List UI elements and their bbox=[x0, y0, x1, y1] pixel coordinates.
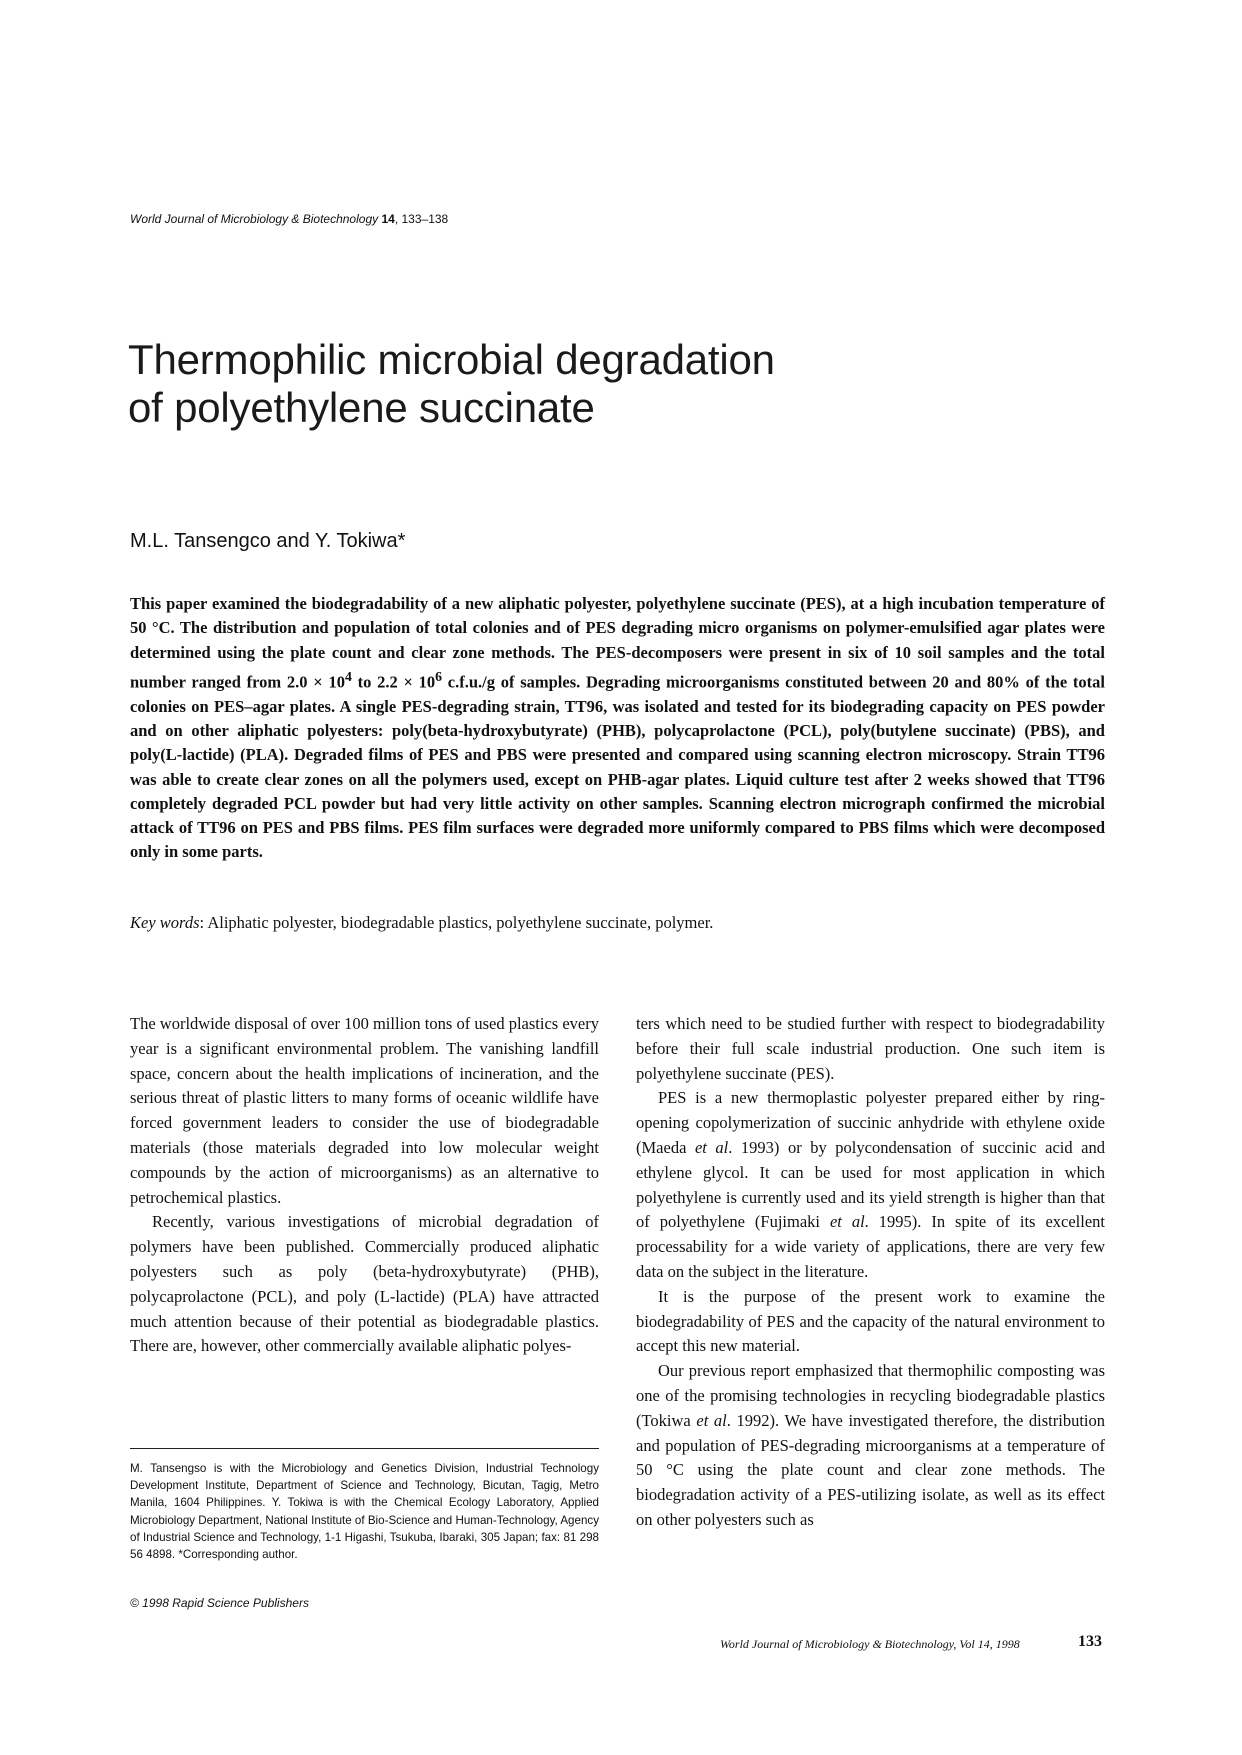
body-paragraph: Recently, various investigations of microbial degradation of polymers have been published. Commercially produced aliphatic polyesters such as poly (beta-hydroxybutyrate) (PHB), polycaprolactone (PCL), and poly (L-lactide) (PLA) have attracted much attention because of their potential as biodegradable plastics. There are, however, other commercially available aliphatic polyes- bbox=[130, 1212, 599, 1356]
keywords-label: Key words bbox=[130, 913, 200, 932]
abstract-text-1: This paper examined the biodegradability of a new aliphatic polyester, polyethylene succinate (PES), at a high incubation temperature of 50 °C. The distribution and population of total colonies and of PES degrading micro organisms on polymer-emulsified agar plates were determined using the plate count and clear zone methods. The PES-decomposers were present in six of 10 soil samples and the total number ranged from 2.0 × 10 bbox=[130, 594, 1105, 692]
body-left-column bbox=[130, 1012, 599, 1359]
running-head bbox=[130, 212, 448, 226]
text-run: Our previous report emphasized that thermophilic composting was one of the promising technologies in recycling biodegradable plastics (Tokiwa bbox=[636, 1361, 1105, 1430]
text-run: . 1993) or by polycondensation of succinic acid and ethylene glycol. It can be used for most application in which polyethylene is currently used and its yield strength is higher than that of polyethylene (Fujimaki bbox=[636, 1137, 1105, 1232]
author-affiliation-footnote: M. Tansengso is with the Microbiology and Genetics Division, Industrial Technology Development Institute, Department of Science and Technology, Bicutan, Tagig, Metro Manila, 1604 Philippines. Y. Tokiwa is with the Chemical Ecology Laboratory, Applied Microbiology Department, National Institute of Bio-Science and Human-Technology, Agency of Industrial Science and Technology, 1-1 Higashi, Tsukuba, Ibaraki, 305 Japan; fax: 81 298 56 4898. *Corresponding author. bbox=[130, 1462, 599, 1562]
body-right-column bbox=[636, 1012, 1105, 1533]
abstract-exponent-1: 4 bbox=[344, 668, 352, 684]
title-line-1: Thermophilic microbial degradation bbox=[128, 336, 775, 383]
body-paragraph: The worldwide disposal of over 100 million tons of used plastics every year is a significant environmental problem. The vanishing landfill space, concern about the health implications of incineration, and the serious threat of plastic litters to many forms of oceanic wildlife have forced government leaders to consider the use of biodegradable materials (those materials degraded into low molecular weight compounds by the action of microorganisms) as an alternative to petrochemical plastics. bbox=[130, 1014, 599, 1207]
title-line-2: of polyethylene succinate bbox=[128, 384, 595, 431]
citation-etal: et al bbox=[829, 1212, 865, 1232]
body-paragraph bbox=[636, 1086, 1105, 1284]
body-paragraph: It is the purpose of the present work to examine the biodegradability of PES and the capacity of the natural environment to accept this new material. bbox=[636, 1286, 1105, 1356]
citation-etal: et al bbox=[696, 1410, 727, 1430]
authors: M.L. Tansengco and Y. Tokiwa* bbox=[130, 530, 406, 552]
text-run: PES is a new thermoplastic polyester prepared either by ring-opening copolymerization of succinic anhydride with ethylene oxide (Maeda bbox=[636, 1088, 1105, 1157]
volume-number: 14 bbox=[381, 212, 395, 226]
footer-journal: World Journal of Microbiology & Biotechnology, Vol 14, 1998 bbox=[720, 1637, 1020, 1651]
keywords-text: : Aliphatic polyester, biodegradable plastics, polyethylene succinate, polymer. bbox=[199, 913, 714, 932]
citation-etal: et al bbox=[694, 1137, 729, 1157]
text-run: . 1995). In spite of its excellent processability for a wide variety of applications, there are very few data on the subject in the literature. bbox=[636, 1212, 1105, 1281]
abstract bbox=[130, 592, 1105, 865]
body-paragraph bbox=[636, 1359, 1105, 1533]
abstract-text-2: to 2.2 × 10 bbox=[351, 672, 436, 692]
journal-name: World Journal of Microbiology & Biotechnology bbox=[130, 212, 379, 226]
text-run: . 1992). We have investigated therefore, the distribution and population of PES-degrading microorganisms at a temperature of 50 °C using the plate count and clear zone methods. The biodegradation activity of a PES-utilizing isolate, as well as its effect on other polyesters such as bbox=[636, 1410, 1105, 1529]
keywords bbox=[130, 913, 1105, 933]
body-paragraph: ters which need to be studied further with respect to biodegradability before their full scale industrial production. One such item is polyethylene succinate (PES). bbox=[636, 1014, 1105, 1083]
footnote-divider bbox=[130, 1448, 599, 1449]
page-range: , 133–138 bbox=[394, 212, 449, 226]
abstract-text-3: c.f.u./g of samples. Degrading microorganisms constituted between 20 and 80% of the total colonies on PES–agar plates. A single PES-degrading strain, TT96, was isolated and tested for its biodegrading capacity on PES powder and on other aliphatic polyesters: poly(beta-hydroxybutyrate) (PHB), polycaprolactone (PCL), poly(butylene succinate) (PBS), and poly(L-lactide) (PLA). Degraded films of PES and PBS were presented and compared using scanning electron microscopy. Strain TT96 was able to create clear zones on all the polymers used, except on PHB-agar plates. Liquid culture test after 2 weeks showed that TT96 completely degraded PCL powder but had very little activity on other samples. Scanning electron micrograph confirmed the microbial attack of TT96 on PES and PBS films. PES film surfaces were degraded more uniformly compared to PBS films which were decomposed only in some parts. bbox=[130, 672, 1105, 862]
copyright-notice: © 1998 Rapid Science Publishers bbox=[130, 1596, 309, 1610]
page-number: 133 bbox=[1078, 1633, 1102, 1650]
abstract-exponent-2: 6 bbox=[435, 668, 442, 684]
article-title bbox=[128, 336, 1028, 432]
